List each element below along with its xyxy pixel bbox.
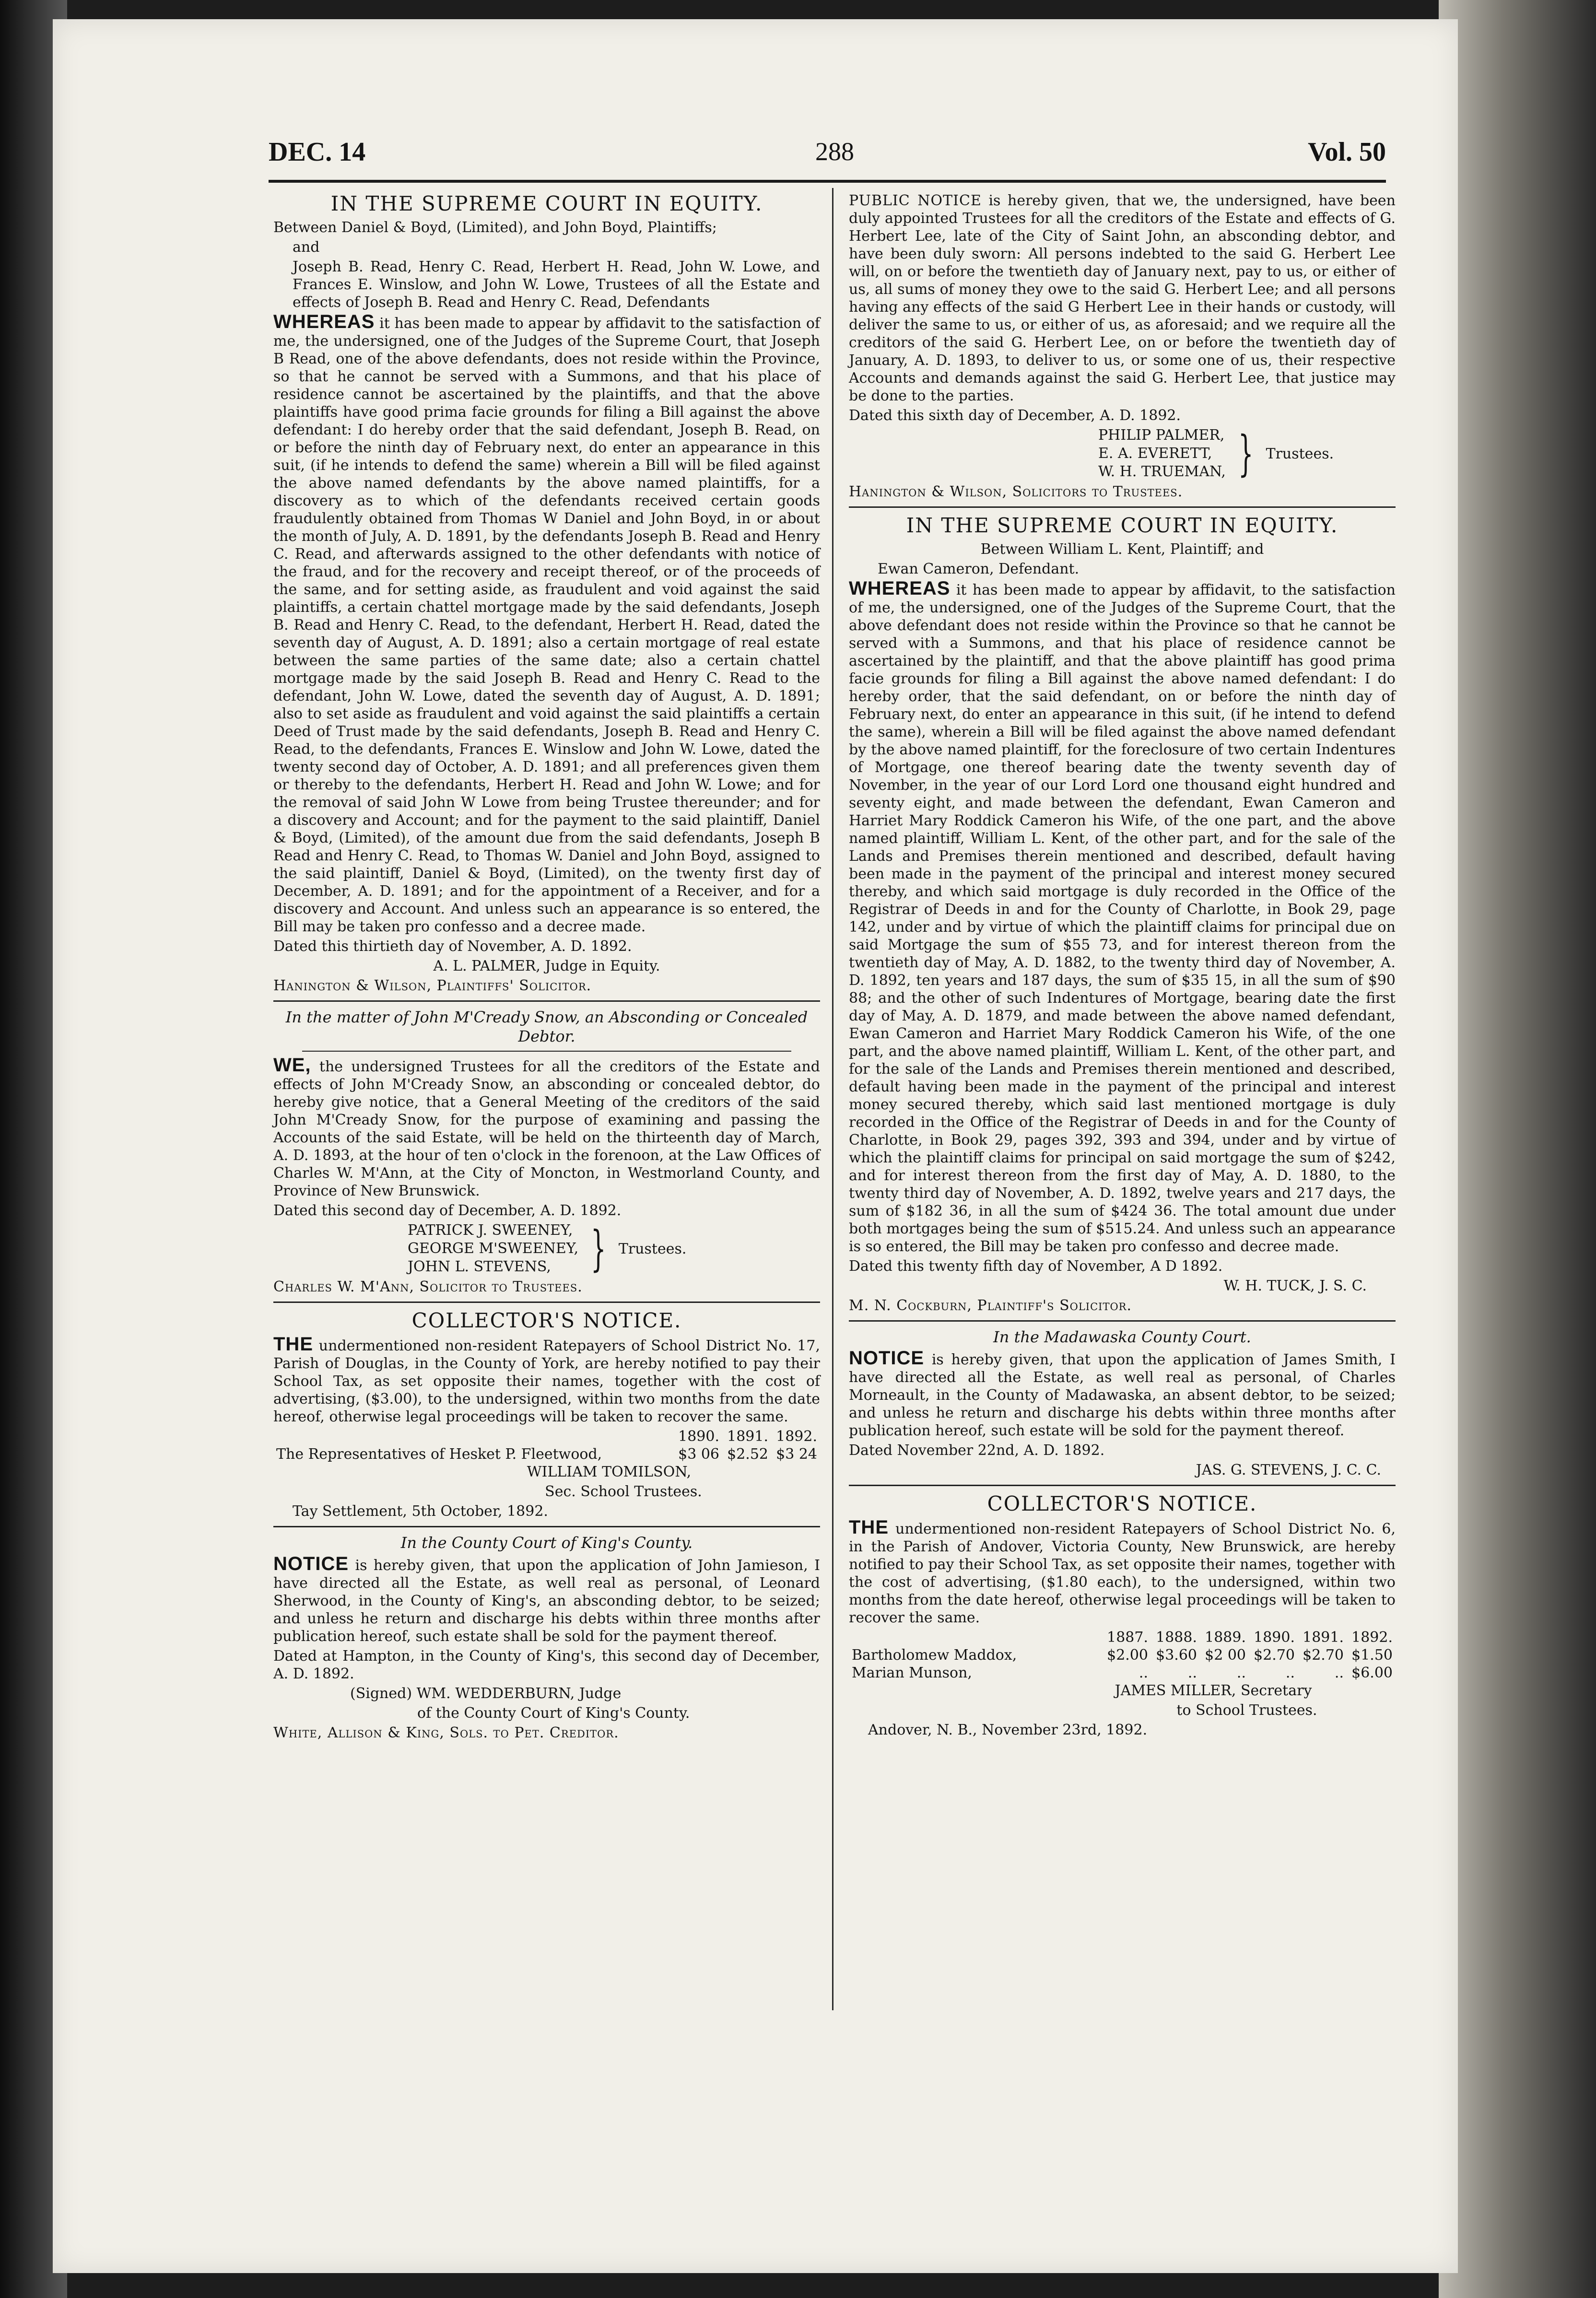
notice-body	[849, 192, 1396, 405]
notice-text: undermentioned non-resident Ratepayers of School District No. 17, Parish of Douglas, in the County of York, are hereby notified to pay their School Tax, as set opposite their names, together with the cost of advertising, ($3.00), to the undersigned, within two months from the date hereof, otherwise legal proceedings will be taken to recover the same.	[273, 1337, 820, 1425]
brace-glyph: }	[591, 1220, 606, 1277]
table-header-row	[273, 1428, 820, 1445]
dated-line: Dated this thirtieth day of November, A. D. 1892.	[273, 938, 632, 955]
judge-signature: (Signed) WM. WEDDERBURN, Judge	[350, 1685, 622, 1702]
notice-body	[849, 580, 1396, 1255]
year-header: 1889.	[1205, 1629, 1246, 1646]
parties-line: Ewan Cameron, Defendant.	[878, 561, 1080, 577]
trustee-name: GEORGE M'SWEENEY,	[408, 1240, 579, 1257]
tax-value: $2.70	[1303, 1647, 1344, 1664]
lee-trustees-notice	[849, 192, 1396, 501]
notice-body	[273, 1555, 820, 1645]
notice-lead-word: THE	[849, 1517, 889, 1538]
notice-lead-word: THE	[273, 1334, 313, 1355]
parties-line: Joseph B. Read, Henry C. Read, Herbert H. Read, John W. Lowe, and Frances E. Winslow, and John W. Lowe, Trustees of all the Estate and effects of Joseph B. Read and Henry C. Read, Defendants	[293, 258, 820, 311]
tax-value: $3.60	[1156, 1647, 1197, 1664]
ratepayer-name: Marian Munson,	[852, 1665, 972, 1681]
tax-value: $6.00	[1351, 1665, 1393, 1681]
year-header: 1892.	[776, 1428, 817, 1445]
trustee-name: W. H. TRUEMAN,	[1098, 463, 1226, 480]
right-column	[849, 192, 1396, 1741]
tax-value: ..	[1187, 1665, 1197, 1681]
notice-text: it has been made to appear by affidavit to the satisfaction of me, the undersigned, one of the Judges of the Supreme Court, that Joseph B Read, one of the above defendants, does not reside within the Province, so that he cannot be served with a Summons, and that his place of residence cannot be ascertained by the plaintiffs, and that the above plaintiffs have good prima facie grounds for filing a Bill against the above defendant: I do hereby order that the said defendant, Joseph B. Read, on or before the ninth day of February next, do enter an appearance in this suit, (if he intends to defend the same) wherein a Bill will be filed against the above named defendants by the above named plaintiffs, for a discovery as to which of the defendants received certain goods fraudulently obtained from Thomas W Daniel and John Boyd, in or about the month of July, A. D. 1891, by the defendants Joseph B. Read and Henry C. Read, and afterwards assigned to the other defendants with notice of the fraud, and for the recovery and receipt thereof, or of the proceeds of the same, and for setting aside, as fraudulent and void against the said plaintiffs, a certain chattel mortgage made by the said defendants, Joseph B. Read and Henry C. Read, to the defendant, Herbert H. Read, dated the seventh day of August, A. D. 1891; also a certain mortgage of real estate between the same parties of the same date; also a certain chattel mortgage made by the said Joseph B. Read and Henry C. Read to the defendant, John W. Lowe, dated the seventh day of August, A. D. 1891; also to set aside as fraudulent and void against the said plaintiffs a certain Deed of Trust made by the said defendants, Joseph B. Read and Henry C. Read, to the defendants, Frances E. Winslow and John W. Lowe, dated the twenty second day of October, A. D. 1891; and all preferences given them or thereby to the defendants, Herbert H. Read and John W. Lowe; and for the removal of said John W Lowe from being Trustee thereunder; and for a discovery and Account; and for the payment to the said plaintiff, Daniel & Boyd, (Limited), of the amount due from the said defendants, Joseph B Read and Henry C. Read, to Thomas W. Daniel and John Boyd, assigned to the said plaintiff, Daniel & Boyd, (Limited), on the twenty first day of December, A. D. 1891; and for the appointment of a Receiver, and for a discovery and Account. And unless such an appearance is so entered, the Bill may be taken pro confesso and a decree made.	[273, 315, 820, 935]
equity-notice-kent-cameron	[849, 514, 1396, 1314]
section-divider	[273, 1526, 820, 1527]
tax-value: $3 24	[776, 1446, 817, 1463]
section-divider	[849, 1320, 1396, 1322]
section-heading: In the Madawaska County Court.	[993, 1328, 1251, 1346]
left-column	[273, 192, 820, 1744]
ratepayer-name: The Representatives of Hesket P. Fleetwood,	[276, 1446, 602, 1463]
page-edge-shadow	[1439, 0, 1596, 2298]
notice-lead-word: WHEREAS	[849, 578, 951, 599]
judge-signature: JAS. G. STEVENS, J. C. C.	[1196, 1462, 1381, 1478]
tax-value: ..	[1138, 1665, 1148, 1681]
section-heading: COLLECTOR'S NOTICE.	[987, 1492, 1257, 1515]
tax-value: $1.50	[1351, 1647, 1393, 1664]
section-heading: In the matter of John M'Cready Snow, an Absconding or Concealed Debtor.	[285, 1008, 808, 1045]
notice-lead-word: PUBLIC NOTICE	[849, 192, 982, 209]
notice-lead-word: WHEREAS	[273, 311, 375, 332]
dated-line: Dated this second day of December, A. D. 1892.	[273, 1202, 622, 1219]
section-divider	[273, 1000, 820, 1002]
trustees-label: Trustees.	[1266, 445, 1334, 462]
trustee-signatures	[408, 1221, 820, 1276]
signer-title: to School Trustees.	[1176, 1702, 1317, 1719]
kings-county-notice	[273, 1533, 820, 1742]
trustee-name: PHILIP PALMER,	[1098, 427, 1225, 444]
notice-body	[273, 1056, 820, 1200]
table-row	[849, 1664, 1396, 1682]
dated-line: Dated at Hampton, in the County of King's, this second day of December, A. D. 1892.	[273, 1648, 820, 1682]
notice-lead-word: NOTICE	[849, 1348, 925, 1369]
tax-table	[273, 1428, 820, 1463]
notice-body	[273, 1336, 820, 1426]
year-header: 1890.	[678, 1428, 719, 1445]
notice-lead-word: NOTICE	[273, 1553, 349, 1574]
solicitor-line: Hanington & Wilson, Plaintiffs' Solicitor.	[273, 977, 592, 994]
year-header: 1887.	[1107, 1629, 1148, 1646]
tax-value: $2 00	[1205, 1647, 1246, 1664]
equity-notice-daniel-boyd	[273, 192, 820, 995]
trustee-name: JOHN L. STEVENS,	[408, 1258, 551, 1275]
notice-text: the undersigned Trustees for all the creditors of the Estate and effects of John M'Cready Snow, an absconding or concealed debtor, do hereby give notice, that a General Meeting of the creditors of the said John M'Cready Snow, for the purpose of examining and passing the Accounts of the said Estate, will be held on the thirteenth day of March, A. D. 1893, at the hour of ten o'clock in the forenoon, at the Law Offices of Charles W. M'Ann, at the City of Moncton, in Westmorland County, and Province of New Brunswick.	[273, 1058, 820, 1199]
notice-text: is hereby given, that we, the undersigned, have been duly appointed Trustees for all the creditors of the Estate and effects of G. Herbert Lee, late of the City of Saint John, an absconding debtor, and have been duly sworn: All persons indebted to the said G. Herbert Lee will, on or before the twentieth day of January next, pay to us, or either of us, all sums of money they owe to the said G. Herbert Lee; and all persons having any effects of the said G Herbert Lee in their hands or custody, will deliver the same to us, or either of us, as aforesaid; and we require all the creditors of the said G. Herbert Lee, on or before the twentieth day of January, A. D. 1893, to deliver to us, or some one of us, their respective Accounts and demands against the said G. Herbert Lee, that justice may be done to the parties.	[849, 192, 1396, 404]
table-row	[273, 1445, 820, 1463]
section-divider	[849, 506, 1396, 508]
table-header-row	[849, 1629, 1396, 1646]
ratepayer-name: Bartholomew Maddox,	[852, 1647, 1017, 1664]
solicitor-line: White, Allison & King, Sols. to Pet. Creditor.	[273, 1724, 619, 1741]
judge-title: of the County Court of King's County.	[417, 1705, 690, 1722]
section-heading: IN THE SUPREME COURT IN EQUITY.	[330, 192, 763, 215]
signer-title: Sec. School Trustees.	[545, 1483, 702, 1500]
heading-underline	[302, 1051, 791, 1052]
notice-body	[273, 313, 820, 936]
header-rule	[269, 180, 1386, 183]
section-heading: COLLECTOR'S NOTICE.	[411, 1309, 682, 1332]
parties-line: Between William L. Kent, Plaintiff; and	[980, 541, 1264, 558]
trustees-label: Trustees.	[618, 1240, 687, 1257]
page-number: 288	[815, 137, 854, 166]
tax-value: ..	[1334, 1665, 1344, 1681]
parties-line: and	[293, 239, 320, 256]
tax-value: $2.00	[1107, 1647, 1148, 1664]
snow-trustees-notice	[273, 1008, 820, 1296]
dated-line: Dated this sixth day of December, A. D. 1892.	[849, 407, 1181, 424]
madawaska-notice	[849, 1327, 1396, 1479]
place-date: Andover, N. B., November 23rd, 1892.	[868, 1722, 1148, 1738]
notice-text: undermentioned non-resident Ratepayers of School District No. 6, in the Parish of Andover, Victoria County, New Brunswick, are hereby notified to pay their School Tax, as set opposite their names, together with the cost of advertising, ($1.80 each), to the undersigned, within two months from the date hereof, otherwise legal proceedings will be taken to recover the same.	[849, 1521, 1396, 1626]
trustee-name: PATRICK J. SWEENEY,	[408, 1222, 573, 1239]
section-divider	[849, 1485, 1396, 1486]
parties-line: Between Daniel & Boyd, (Limited), and John Boyd, Plaintiffs;	[273, 219, 717, 236]
trustee-signatures	[1098, 426, 1396, 481]
year-header: 1888.	[1156, 1629, 1197, 1646]
issue-date: DEC. 14	[269, 137, 366, 167]
solicitor-line: Hanington & Wilson, Solicitors to Trustees.	[849, 483, 1183, 500]
notice-text: is hereby given, that upon the application of James Smith, I have directed all the Estate, as well real as personal, of Charles Morneault, in the County of Madawaska, an absent debtor, to be seized; and unless he return and discharge his debts within three months after publication hereof, such estate will be sold for the payment thereof.	[849, 1351, 1396, 1439]
table-row	[849, 1646, 1396, 1664]
year-header: 1890.	[1254, 1629, 1295, 1646]
notice-text: is hereby given, that upon the application of John Jamieson, I have directed all the Estate, as well real as personal, of Leonard Sherwood, in the County of King's, an absconding debtor, to be seized; and unless he return and discharge his debts within three months after publication hereof, such estate shall be sold for the payment thereof.	[273, 1557, 820, 1645]
signer-name: WILLIAM TOMILSON,	[527, 1464, 692, 1480]
section-heading: In the County Court of King's County.	[400, 1534, 693, 1552]
signer-name: JAMES MILLER, Secretary	[1115, 1682, 1312, 1699]
place-date: Tay Settlement, 5th October, 1892.	[293, 1503, 548, 1520]
volume-number: Vol. 50	[1308, 137, 1386, 167]
tax-value: $2.52	[727, 1446, 768, 1463]
tax-value: $3 06	[678, 1446, 719, 1463]
trustee-name: E. A. EVERETT,	[1098, 445, 1212, 462]
solicitor-line: M. N. Cockburn, Plaintiff's Solicitor.	[849, 1297, 1132, 1314]
notice-text: it has been made to appear by affidavit, to the satisfaction of me, the undersigned, one of the Judges of the Supreme Court, that the above defendant does not reside within the Province so that he cannot be served with a Summons, and that his place of residence cannot be ascertained by the plaintiff, and that the above plaintiff has good prima facie grounds for filing a Bill against the above named defendant: I do hereby order, that the said defendant, on or before the ninth day of February next, do enter an appearance in this suit, (if he intend to defend the same), wherein a Bill will be filed against the above named defendant by the above named plaintiff, for the foreclosure of two certain Indentures of Mortgage, one thereof bearing date the twenty seventh day of November, in the year of our Lord Lord one thousand eight hundred and seventy eight, and made between the defendant, Ewan Cameron and Harriet Mary Roddick Cameron his Wife, of the one part, and the above named plaintiff, William L. Kent, of the other part, and for the sale of the Lands and Premises therein mentioned and described, default having been made in the payment of the principal and interest money secured thereby, and which said mortgage is duly recorded in the Office of the Registrar of Deeds in and for the County of Charlotte, in Book 29, page 142, under and by virtue of which the plaintiff claims for principal due on said Mortgage the sum of $55 73, and for interest thereon from the twentieth day of May, A. D. 1882, to the twenty third day of November, A. D. 1892, ten years and 187 days, the sum of $35 15, in all the sum of $90 88; and the other of such Indentures of Mortgage, bearing date the first day of May, A. D. 1879, and made between the above named defendant, Ewan Cameron and Harriet Mary Roddick Cameron his Wife, of the one part, and the above named plaintiff, William L. Kent, of the other part, and for the sale of the Lands and Premises therein mentioned and described, default having been made in the payment of the principal and interest money secured thereby, which said last mentioned mortgage is duly recorded in the Office of the Registrar of Deeds in and for the County of Charlotte, in Book 29, pages 392, 393 and 394, under and by virtue of which the plaintiff claims for principal on said mortgage the sum of $242, and for interest thereon from the first day of May, A. D. 1880, to the twenty third day of November, A. D. 1892, twelve years and 217 days, the sum of $182 36, in all the sum of $424 36. The total amount due under both mortgages being the sum of $515.24. And unless such an appearance is so entered, the Bill may be taken pro confesso and decree made.	[849, 582, 1396, 1255]
page-header	[269, 137, 1386, 185]
tax-table	[849, 1629, 1396, 1682]
judge-signature: A. L. PALMER, Judge in Equity.	[433, 958, 660, 974]
dated-line: Dated November 22nd, A. D. 1892.	[849, 1442, 1105, 1459]
year-header: 1891.	[1303, 1629, 1344, 1646]
judge-signature: W. H. TUCK, J. S. C.	[1223, 1278, 1367, 1294]
dated-line: Dated this twenty fifth day of November, A D 1892.	[849, 1258, 1223, 1275]
tax-value: ..	[1285, 1665, 1295, 1681]
notice-lead-word: WE,	[273, 1055, 311, 1076]
collector-notice-douglas	[273, 1309, 820, 1520]
year-header: 1891.	[727, 1428, 768, 1445]
year-header: 1892.	[1351, 1629, 1393, 1646]
collector-notice-andover	[849, 1492, 1396, 1739]
solicitor-line: Charles W. M'Ann, Solicitor to Trustees.	[273, 1278, 583, 1295]
tax-value: ..	[1236, 1665, 1246, 1681]
column-divider	[832, 188, 833, 2010]
brace-glyph: }	[1238, 425, 1254, 481]
tax-value: $2.70	[1254, 1647, 1295, 1664]
notice-body	[849, 1519, 1396, 1627]
section-heading: IN THE SUPREME COURT IN EQUITY.	[906, 514, 1338, 537]
notice-body	[849, 1349, 1396, 1440]
section-divider	[273, 1301, 820, 1303]
